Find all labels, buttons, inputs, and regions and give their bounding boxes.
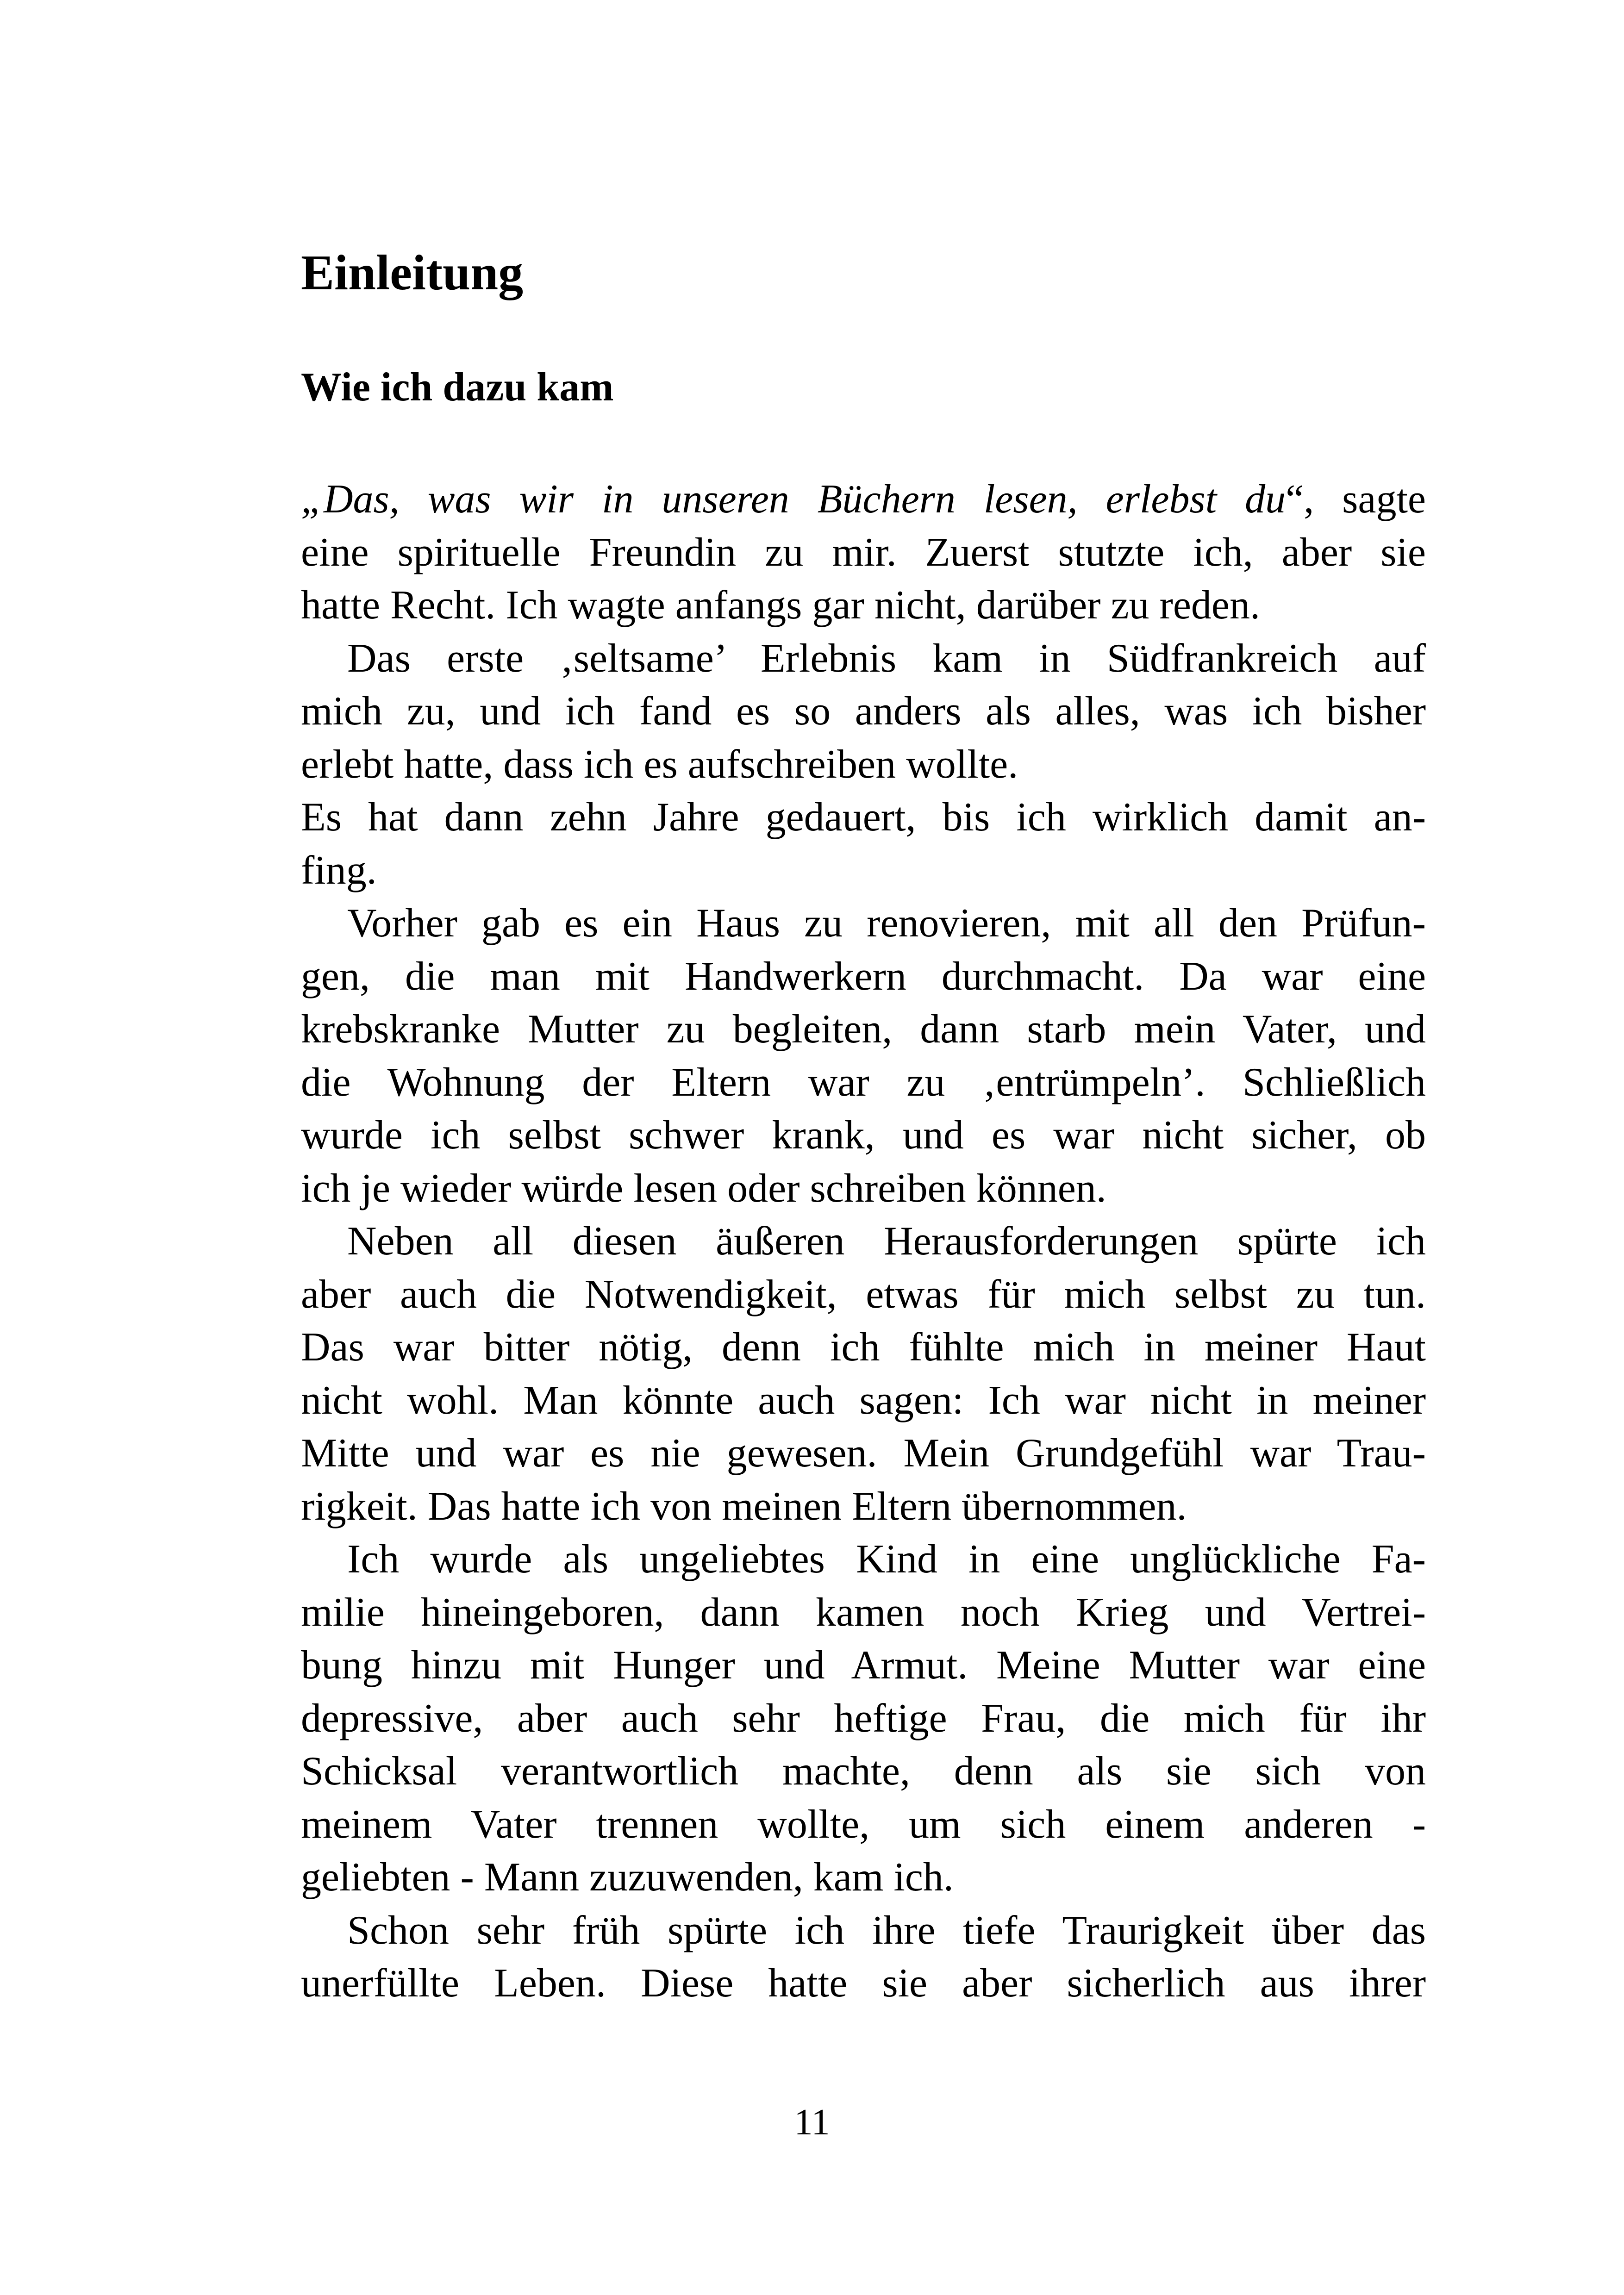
text-line: hatte Recht. Ich wagte anfangs gar nicht, darüber zu reden. [301, 583, 1260, 628]
text-line: depressive, aber auch sehr heftige Frau, die mich für ihr [301, 1696, 1426, 1741]
text-line: fing. [301, 848, 377, 893]
body-text [301, 473, 1426, 2010]
text-line: Das war bitter nötig, denn ich fühlte mich in meiner Haut [301, 1325, 1426, 1370]
text-line: ich je wieder würde lesen oder schreiben können. [301, 1166, 1106, 1211]
text-line [301, 473, 1426, 526]
text-segment: “, sagte [1286, 477, 1426, 522]
chapter-title: Einleitung [301, 245, 524, 300]
text-line: Schicksal verantwortlich machte, denn als sie sich von [301, 1749, 1426, 1794]
text-line: Vorher gab es ein Haus zu renovieren, mit all den Prüfun- [347, 901, 1426, 946]
text-line: eine spirituelle Freundin zu mir. Zuerst stutzte ich, aber sie [301, 530, 1426, 575]
text-line: mich zu, und ich fand es so anders als alles, was ich bisher [301, 689, 1426, 734]
text-line: Neben all diesen äußeren Herausforderungen spürte ich [347, 1219, 1426, 1264]
text-line: Das erste ‚seltsame’ Erlebnis kam in Südfrankreich auf [347, 636, 1426, 681]
text-line: unerfüllte Leben. Diese hatte sie aber sicherlich aus ihrer [301, 1961, 1426, 2006]
section-title: Wie ich dazu kam [301, 365, 614, 410]
text-line: geliebten - Mann zuzuwenden, kam ich. [301, 1855, 954, 1900]
italic-quote: „Das, was wir in unseren Büchern lesen, erlebst du [301, 477, 1286, 522]
text-line: milie hineingeboren, dann kamen noch Krieg und Vertrei- [301, 1590, 1426, 1635]
text-line: krebskranke Mutter zu begleiten, dann starb mein Vater, und [301, 1007, 1426, 1052]
text-line: erlebt hatte, dass ich es aufschreiben wollte. [301, 742, 1018, 787]
text-line: Mitte und war es nie gewesen. Mein Grundgefühl war Trau- [301, 1431, 1426, 1476]
text-line: wurde ich selbst schwer krank, und es war nicht sicher, ob [301, 1113, 1426, 1158]
text-line: rigkeit. Das hatte ich von meinen Eltern übernommen. [301, 1484, 1187, 1529]
text-line: Ich wurde als ungeliebtes Kind in eine unglückliche Fa- [347, 1537, 1426, 1582]
text-line: gen, die man mit Handwerkern durchmacht. Da war eine [301, 954, 1426, 999]
text-line: bung hinzu mit Hunger und Armut. Meine Mutter war eine [301, 1643, 1426, 1688]
text-line: meinem Vater trennen wollte, um sich einem anderen - [301, 1802, 1426, 1847]
text-line: aber auch die Notwendigkeit, etwas für mich selbst zu tun. [301, 1272, 1426, 1317]
page-number: 11 [794, 2102, 830, 2143]
text-line: Es hat dann zehn Jahre gedauert, bis ich wirklich damit an- [301, 795, 1426, 840]
text-line: Schon sehr früh spürte ich ihre tiefe Traurigkeit über das [347, 1908, 1426, 1953]
text-line: nicht wohl. Man könnte auch sagen: Ich war nicht in meiner [301, 1378, 1426, 1423]
text-line: die Wohnung der Eltern war zu ‚entrümpeln’. Schließlich [301, 1060, 1426, 1105]
